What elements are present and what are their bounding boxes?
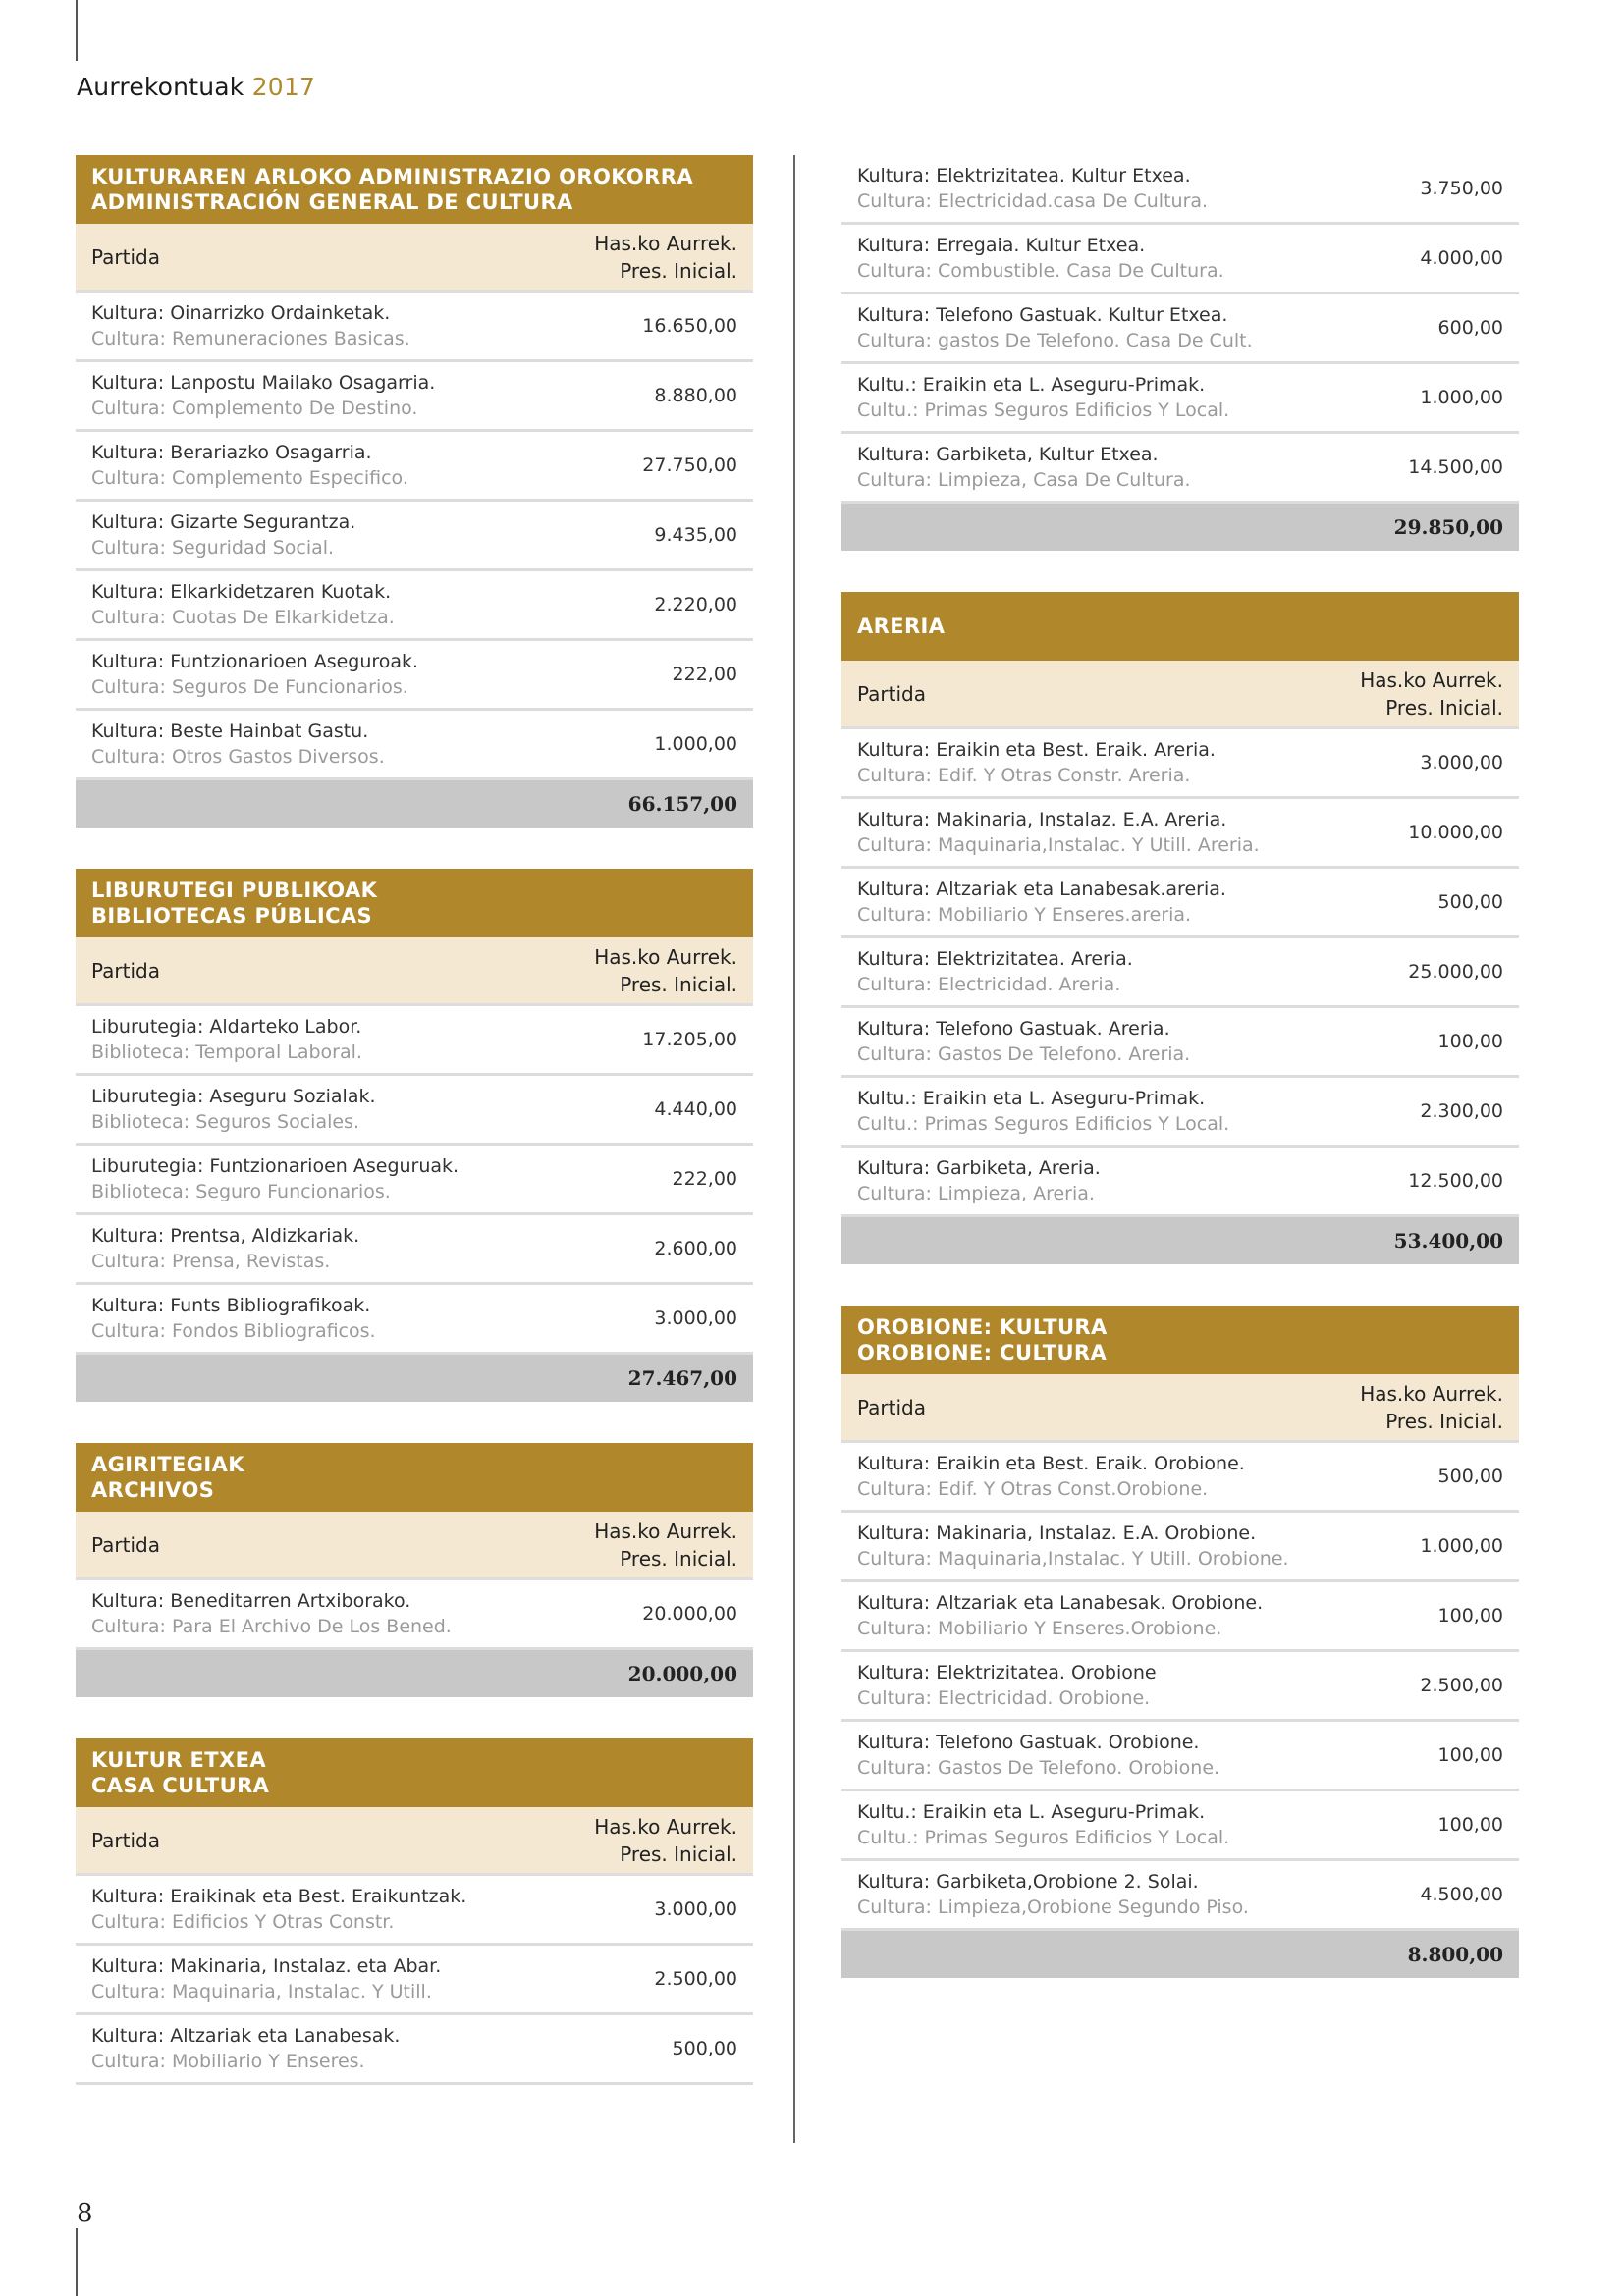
row-amount: 600,00 bbox=[1437, 317, 1503, 339]
row-label-eu: Kultura: Funts Bibliografikoak. bbox=[91, 1295, 371, 1316]
row-amount: 222,00 bbox=[672, 1168, 737, 1190]
section-title bbox=[76, 1738, 753, 1807]
row-amount: 27.750,00 bbox=[642, 454, 737, 476]
amount-header bbox=[1360, 667, 1503, 721]
table-row bbox=[841, 1443, 1519, 1513]
row-amount: 20.000,00 bbox=[642, 1603, 737, 1625]
table-row bbox=[76, 362, 753, 432]
row-label-es: Cultura: Complemento Especifico. bbox=[91, 467, 408, 489]
row-label-eu: Kultura: Telefono Gastuak. Kultur Etxea. bbox=[857, 304, 1228, 326]
row-label bbox=[857, 442, 1191, 493]
row-label-es: Cultura: Edif. Y Otras Constr. Areria. bbox=[857, 765, 1191, 786]
column-header bbox=[76, 1512, 753, 1580]
amount-header bbox=[594, 943, 737, 998]
section-total: 27.467,00 bbox=[76, 1355, 753, 1402]
amount-header-eu: Has.ko Aurrek. bbox=[594, 944, 737, 969]
budget-section-orobione bbox=[841, 1306, 1519, 1978]
row-label bbox=[91, 509, 355, 561]
row-label bbox=[857, 1016, 1190, 1067]
row-label bbox=[91, 440, 408, 491]
row-label bbox=[91, 1588, 452, 1639]
row-label bbox=[857, 1086, 1229, 1137]
table-row bbox=[841, 869, 1519, 938]
header-year: 2017 bbox=[251, 73, 316, 101]
row-label-es: Cultura: Electricidad. Areria. bbox=[857, 974, 1121, 995]
section-total: 8.800,00 bbox=[841, 1931, 1519, 1978]
row-label bbox=[857, 1730, 1219, 1781]
row-label-eu: Kultura: Elektrizitatea. Areria. bbox=[857, 948, 1133, 970]
row-label-eu: Kultura: Elkarkidetzaren Kuotak. bbox=[91, 581, 392, 603]
table-row bbox=[841, 938, 1519, 1008]
section-title bbox=[841, 1306, 1519, 1374]
row-amount: 100,00 bbox=[1437, 1605, 1503, 1627]
table-row bbox=[76, 711, 753, 780]
row-label-es: Cultura: Limpieza, Casa De Cultura. bbox=[857, 469, 1191, 491]
row-label bbox=[857, 737, 1216, 788]
row-label-es: Cultura: Mobiliario Y Enseres.areria. bbox=[857, 904, 1192, 926]
top-left-rule bbox=[76, 0, 78, 61]
row-amount: 500,00 bbox=[1437, 891, 1503, 913]
section-title-eu: LIBURUTEGI PUBLIKOAK bbox=[91, 879, 378, 902]
amount-header-es: Pres. Inicial. bbox=[1385, 695, 1503, 720]
budget-section-archivos bbox=[76, 1443, 753, 1697]
section-total: 53.400,00 bbox=[841, 1217, 1519, 1264]
amount-header-eu: Has.ko Aurrek. bbox=[594, 1519, 737, 1543]
row-label-es: Biblioteca: Seguros Sociales. bbox=[91, 1111, 359, 1133]
amount-header bbox=[1360, 1380, 1503, 1435]
row-amount: 100,00 bbox=[1437, 1814, 1503, 1836]
row-amount: 500,00 bbox=[672, 2038, 737, 2059]
row-label bbox=[91, 649, 418, 700]
amount-header bbox=[594, 230, 737, 285]
partida-label: Partida bbox=[91, 1828, 160, 1852]
row-label-es: Cultura: Gastos De Telefono. Orobione. bbox=[857, 1757, 1220, 1779]
row-label-es: Cultura: Edificios Y Otras Constr. bbox=[91, 1911, 395, 1933]
row-label-eu: Kultura: Funtzionarioen Aseguroak. bbox=[91, 651, 419, 672]
row-amount: 17.205,00 bbox=[642, 1029, 737, 1050]
row-amount: 3.750,00 bbox=[1420, 178, 1503, 199]
row-label bbox=[857, 233, 1224, 284]
amount-header-es: Pres. Inicial. bbox=[620, 972, 737, 996]
row-label bbox=[857, 1799, 1229, 1850]
row-label-es: Cultura: Fondos Bibliograficos. bbox=[91, 1320, 376, 1342]
row-label-eu: Kultura: Garbiketa,Orobione 2. Solai. bbox=[857, 1871, 1199, 1893]
table-row bbox=[76, 2015, 753, 2085]
table-row bbox=[76, 1285, 753, 1355]
row-label-es: Cultura: Combustible. Casa De Cultura. bbox=[857, 260, 1224, 282]
table-row bbox=[76, 1946, 753, 2015]
row-amount: 100,00 bbox=[1437, 1744, 1503, 1766]
row-label-eu: Kultura: Makinaria, Instalaz. E.A. Orobione. bbox=[857, 1522, 1257, 1544]
row-label-es: Cultura: gastos De Telefono. Casa De Cult. bbox=[857, 330, 1253, 351]
table-row bbox=[841, 225, 1519, 294]
amount-header-es: Pres. Inicial. bbox=[1385, 1409, 1503, 1433]
row-label-es: Cultura: Maquinaria,Instalac. Y Utill. Orobione. bbox=[857, 1548, 1289, 1570]
row-label bbox=[91, 579, 395, 630]
row-label-eu: Kultura: Lanpostu Mailako Osagarria. bbox=[91, 372, 436, 394]
row-label bbox=[857, 1590, 1263, 1641]
row-amount: 1.000,00 bbox=[1420, 1535, 1503, 1557]
table-row bbox=[76, 1146, 753, 1215]
row-amount: 3.000,00 bbox=[654, 1898, 737, 1920]
row-label-eu: Kultura: Eraikin eta Best. Eraik. Orobione. bbox=[857, 1453, 1245, 1474]
section-total: 20.000,00 bbox=[76, 1650, 753, 1697]
row-label-es: Cultura: Electricidad.casa De Cultura. bbox=[857, 190, 1209, 212]
row-label-es: Cultura: Limpieza, Areria. bbox=[857, 1183, 1095, 1204]
row-label bbox=[857, 163, 1208, 214]
row-label-eu: Kultura: Altzariak eta Lanabesak. Orobione. bbox=[857, 1592, 1264, 1614]
partida-label: Partida bbox=[857, 681, 926, 706]
row-label-eu: Kultura: Prentsa, Aldizkariak. bbox=[91, 1225, 360, 1247]
row-label-es: Cultura: Para El Archivo De Los Bened. bbox=[91, 1616, 452, 1637]
table-row bbox=[76, 1006, 753, 1076]
amount-header bbox=[594, 1518, 737, 1573]
row-amount: 2.300,00 bbox=[1420, 1100, 1503, 1122]
row-label bbox=[91, 1293, 376, 1344]
row-label-es: Cultura: Otros Gastos Diversos. bbox=[91, 746, 385, 768]
row-label-eu: Kultura: Oinarrizko Ordainketak. bbox=[91, 302, 391, 324]
row-label bbox=[91, 1884, 466, 1935]
row-label bbox=[857, 1521, 1289, 1572]
row-amount: 3.000,00 bbox=[1420, 752, 1503, 774]
budget-section-biblio bbox=[76, 869, 753, 1402]
column-header bbox=[841, 1374, 1519, 1443]
table-row bbox=[841, 1078, 1519, 1148]
row-amount: 2.600,00 bbox=[654, 1238, 737, 1259]
budget-section-casa-cont bbox=[841, 155, 1519, 551]
table-row bbox=[841, 1791, 1519, 1861]
section-total: 66.157,00 bbox=[76, 780, 753, 828]
row-label bbox=[857, 1660, 1157, 1711]
amount-header-eu: Has.ko Aurrek. bbox=[1360, 1381, 1503, 1406]
row-label-eu: Liburutegia: Aseguru Sozialak. bbox=[91, 1086, 376, 1107]
row-label-es: Cultura: Complemento De Destino. bbox=[91, 398, 418, 419]
column-header bbox=[76, 937, 753, 1006]
row-label-eu: Kultura: Gizarte Segurantza. bbox=[91, 511, 356, 533]
row-amount: 2.220,00 bbox=[654, 594, 737, 615]
row-amount: 100,00 bbox=[1437, 1031, 1503, 1052]
table-row bbox=[841, 1722, 1519, 1791]
table-row bbox=[76, 571, 753, 641]
row-label bbox=[857, 302, 1253, 353]
table-row bbox=[841, 294, 1519, 364]
section-title bbox=[76, 1443, 753, 1512]
page-header bbox=[77, 73, 315, 101]
row-label-es: Cultu.: Primas Seguros Edificios Y Local. bbox=[857, 1113, 1230, 1135]
column-header bbox=[841, 661, 1519, 729]
section-title-eu: KULTUR ETXEA bbox=[91, 1748, 266, 1772]
row-label-eu: Kultura: Altzariak eta Lanabesak. bbox=[91, 2025, 401, 2047]
row-label-eu: Kultu.: Eraikin eta L. Aseguru-Primak. bbox=[857, 374, 1206, 396]
amount-header bbox=[594, 1813, 737, 1868]
right-column bbox=[841, 155, 1519, 1978]
row-label bbox=[857, 1451, 1245, 1502]
row-label-es: Cultura: Electricidad. Orobione. bbox=[857, 1687, 1151, 1709]
section-title-eu: OROBIONE: KULTURA bbox=[857, 1315, 1108, 1339]
row-label-eu: Kultura: Makinaria, Instalaz. eta Abar. bbox=[91, 1955, 442, 1977]
row-label bbox=[857, 946, 1133, 997]
table-row bbox=[841, 364, 1519, 434]
row-amount: 3.000,00 bbox=[654, 1308, 737, 1329]
row-label-eu: Kultura: Telefono Gastuak. Orobione. bbox=[857, 1732, 1200, 1753]
amount-header-eu: Has.ko Aurrek. bbox=[1360, 667, 1503, 692]
row-amount: 4.500,00 bbox=[1420, 1884, 1503, 1905]
amount-header-eu: Has.ko Aurrek. bbox=[594, 1814, 737, 1839]
section-title-es: ADMINISTRACIÓN GENERAL DE CULTURA bbox=[91, 190, 573, 214]
section-title bbox=[76, 869, 753, 937]
row-label-es: Cultura: Prensa, Revistas. bbox=[91, 1251, 331, 1272]
row-label-eu: Kultura: Eraikinak eta Best. Eraikuntzak. bbox=[91, 1886, 467, 1907]
table-row bbox=[76, 432, 753, 502]
row-label-es: Cultura: Edif. Y Otras Const.Orobione. bbox=[857, 1478, 1209, 1500]
row-amount: 16.650,00 bbox=[642, 315, 737, 337]
table-row bbox=[841, 799, 1519, 869]
row-label bbox=[91, 370, 435, 421]
page-number: 8 bbox=[77, 2199, 93, 2228]
row-label bbox=[91, 719, 385, 770]
section-title-eu: KULTURAREN ARLOKO ADMINISTRAZIO OROKORRA bbox=[91, 165, 693, 188]
header-title: Aurrekontuak bbox=[77, 73, 244, 101]
section-title-eu: ARERIA bbox=[857, 614, 946, 638]
row-label bbox=[857, 877, 1226, 928]
section-title bbox=[76, 155, 753, 224]
row-label bbox=[91, 1084, 376, 1135]
table-row bbox=[841, 434, 1519, 504]
partida-label: Partida bbox=[91, 244, 160, 269]
section-title-es: CASA CULTURA bbox=[91, 1774, 270, 1797]
row-amount: 4.000,00 bbox=[1420, 247, 1503, 269]
column-header bbox=[76, 1807, 753, 1876]
row-amount: 222,00 bbox=[672, 664, 737, 685]
column-header bbox=[76, 224, 753, 293]
row-amount: 25.000,00 bbox=[1408, 961, 1503, 983]
row-label bbox=[91, 1014, 362, 1065]
row-label bbox=[857, 807, 1260, 858]
row-label-es: Cultura: Mobiliario Y Enseres. bbox=[91, 2051, 365, 2072]
table-row bbox=[841, 729, 1519, 799]
budget-section-casa bbox=[76, 1738, 753, 2085]
partida-label: Partida bbox=[91, 1532, 160, 1557]
partida-label: Partida bbox=[857, 1395, 926, 1419]
row-label-es: Cultura: Maquinaria, Instalac. Y Utill. bbox=[91, 1981, 432, 2002]
row-label-es: Cultura: Remuneraciones Basicas. bbox=[91, 328, 410, 349]
column-divider bbox=[793, 155, 795, 2143]
table-row bbox=[841, 1652, 1519, 1722]
row-label-es: Cultura: Cuotas De Elkarkidetza. bbox=[91, 607, 395, 628]
row-label bbox=[91, 1223, 359, 1274]
row-label-es: Cultura: Maquinaria,Instalac. Y Utill. Areria. bbox=[857, 834, 1260, 856]
row-label-eu: Kultura: Elektrizitatea. Orobione bbox=[857, 1662, 1157, 1683]
section-title-es: OROBIONE: CULTURA bbox=[857, 1341, 1108, 1364]
budget-section-admin bbox=[76, 155, 753, 828]
row-label-eu: Liburutegia: Funtzionarioen Aseguruak. bbox=[91, 1155, 460, 1177]
amount-header-eu: Has.ko Aurrek. bbox=[594, 231, 737, 255]
table-row bbox=[841, 1861, 1519, 1931]
table-row bbox=[76, 1580, 753, 1650]
row-amount: 2.500,00 bbox=[654, 1968, 737, 1990]
row-label-eu: Kultu.: Eraikin eta L. Aseguru-Primak. bbox=[857, 1088, 1206, 1109]
row-amount: 12.500,00 bbox=[1408, 1170, 1503, 1192]
row-label-eu: Liburutegia: Aldarteko Labor. bbox=[91, 1016, 362, 1038]
table-row bbox=[841, 1582, 1519, 1652]
left-column bbox=[76, 155, 753, 2085]
table-row bbox=[76, 1076, 753, 1146]
section-title-es: BIBLIOTECAS PÚBLICAS bbox=[91, 904, 373, 928]
row-amount: 9.435,00 bbox=[654, 524, 737, 546]
row-amount: 1.000,00 bbox=[1420, 387, 1503, 408]
table-row bbox=[841, 1513, 1519, 1582]
row-amount: 10.000,00 bbox=[1408, 822, 1503, 843]
row-label bbox=[91, 300, 410, 351]
table-row bbox=[76, 641, 753, 711]
row-label bbox=[91, 1953, 441, 2004]
row-label bbox=[91, 2023, 400, 2074]
row-label bbox=[857, 1155, 1101, 1206]
table-row bbox=[76, 502, 753, 571]
row-label-eu: Kultura: Altzariak eta Lanabesak.areria. bbox=[857, 879, 1226, 900]
row-amount: 14.500,00 bbox=[1408, 456, 1503, 478]
section-title bbox=[841, 592, 1519, 661]
row-label-es: Cultura: Limpieza,Orobione Segundo Piso. bbox=[857, 1896, 1249, 1918]
partida-label: Partida bbox=[91, 958, 160, 983]
table-row bbox=[76, 1876, 753, 1946]
row-label-eu: Kultura: Garbiketa, Areria. bbox=[857, 1157, 1101, 1179]
row-label-es: Biblioteca: Seguro Funcionarios. bbox=[91, 1181, 391, 1202]
row-label bbox=[857, 1869, 1249, 1920]
row-label-es: Cultu.: Primas Seguros Edificios Y Local. bbox=[857, 1827, 1230, 1848]
amount-header-es: Pres. Inicial. bbox=[620, 1842, 737, 1866]
row-label bbox=[91, 1153, 459, 1204]
row-label-eu: Kultura: Telefono Gastuak. Areria. bbox=[857, 1018, 1170, 1040]
row-amount: 1.000,00 bbox=[654, 733, 737, 755]
row-label-eu: Kultura: Elektrizitatea. Kultur Etxea. bbox=[857, 165, 1191, 187]
row-label-eu: Kultu.: Eraikin eta L. Aseguru-Primak. bbox=[857, 1801, 1206, 1823]
section-total: 29.850,00 bbox=[841, 504, 1519, 551]
row-label-eu: Kultura: Eraikin eta Best. Eraik. Areria. bbox=[857, 739, 1216, 761]
row-label-eu: Kultura: Beste Hainbat Gastu. bbox=[91, 721, 369, 742]
section-title-eu: AGIRITEGIAK bbox=[91, 1453, 244, 1476]
bottom-left-rule bbox=[76, 2228, 78, 2296]
table-row bbox=[76, 1215, 753, 1285]
row-label-es: Biblioteca: Temporal Laboral. bbox=[91, 1041, 362, 1063]
amount-header-es: Pres. Inicial. bbox=[620, 258, 737, 283]
row-label-es: Cultura: Mobiliario Y Enseres.Orobione. bbox=[857, 1618, 1222, 1639]
row-label-eu: Kultura: Berariazko Osagarria. bbox=[91, 442, 372, 463]
row-amount: 8.880,00 bbox=[654, 385, 737, 406]
row-label-eu: Kultura: Makinaria, Instalaz. E.A. Areria. bbox=[857, 809, 1227, 830]
section-title-es: ARCHIVOS bbox=[91, 1478, 215, 1502]
row-label-eu: Kultura: Erregaia. Kultur Etxea. bbox=[857, 235, 1146, 256]
table-row bbox=[76, 293, 753, 362]
row-label bbox=[857, 372, 1229, 423]
table-row bbox=[841, 155, 1519, 225]
row-amount: 2.500,00 bbox=[1420, 1675, 1503, 1696]
row-label-es: Cultu.: Primas Seguros Edificios Y Local. bbox=[857, 400, 1230, 421]
row-label-es: Cultura: Seguros De Funcionarios. bbox=[91, 676, 408, 698]
row-label-eu: Kultura: Beneditarren Artxiborako. bbox=[91, 1590, 411, 1612]
table-row bbox=[841, 1008, 1519, 1078]
row-label-es: Cultura: Gastos De Telefono. Areria. bbox=[857, 1043, 1191, 1065]
budget-section-areria bbox=[841, 592, 1519, 1264]
amount-header-es: Pres. Inicial. bbox=[620, 1546, 737, 1571]
row-amount: 500,00 bbox=[1437, 1466, 1503, 1487]
row-label-es: Cultura: Seguridad Social. bbox=[91, 537, 335, 559]
row-label-eu: Kultura: Garbiketa, Kultur Etxea. bbox=[857, 444, 1159, 465]
row-amount: 4.440,00 bbox=[654, 1098, 737, 1120]
table-row bbox=[841, 1148, 1519, 1217]
